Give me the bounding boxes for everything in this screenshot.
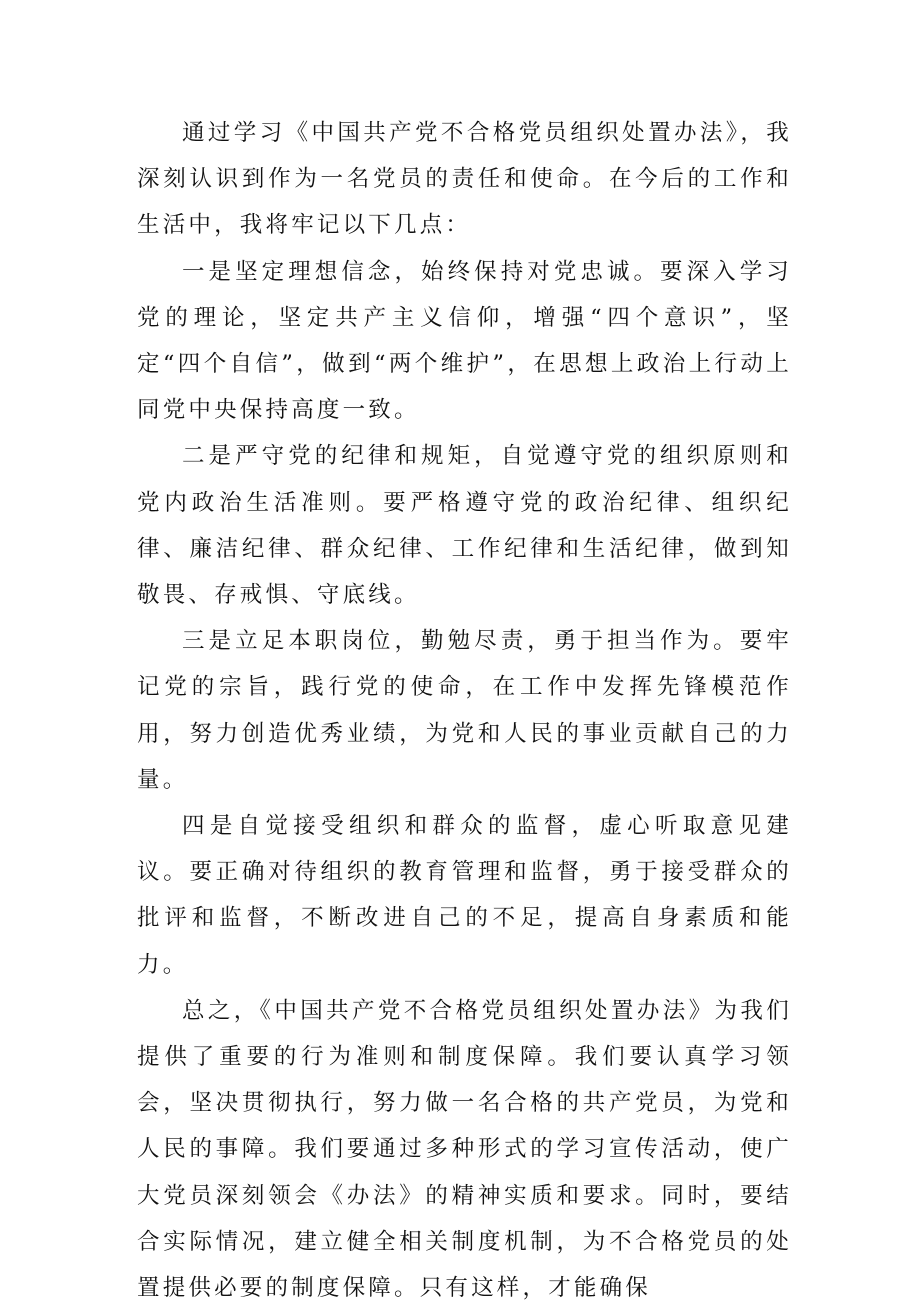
document-body	[137, 110, 792, 1311]
paragraph-conclusion: 总之，《中国共产党不合格党员组织处置办法》为我们提供了重要的行为准则和制度保障。我们要认真学习领会，坚决贯彻执行，努力做一名合格的共产党员，为党和人民的事障。我们要通过多种形式的学习宣传活动，使广大党员深刻领会《办法》的精神实质和要求。同时，要结合实际情况，建立健全相关制度机制，为不合格党员的处置提供必要的制度保障。只有这样，才能确保	[137, 997, 792, 1302]
paragraph-point-one: 一是坚定理想信念，始终保持对党忠诚。要深入学习党的理论，坚定共产主义信仰，增强“四个意识”，坚定“四个自信”，做到“两个维护”，在思想上政治上行动上同党中央保持高度一致。	[137, 258, 792, 424]
paragraph-point-three: 三是立足本职岗位，勤勉尽责，勇于担当作为。要牢记党的宗旨，践行党的使命，在工作中发挥先锋模范作用，努力创造优秀业绩，为党和人民的事业贡献自己的力量。	[137, 628, 792, 793]
paragraph-intro: 通过学习《中国共产党不合格党员组织处置办法》，我深刻认识到作为一名党员的责任和使命。在今后的工作和生活中，我将牢记以下几点：	[137, 120, 792, 239]
paragraph-point-two: 二是严守党的纪律和规矩，自觉遵守党的组织原则和党内政治生活准则。要严格遵守党的政治纪律、组织纪律、廉洁纪律、群众纪律、工作纪律和生活纪律，做到知敬畏、存戒惧、守底线。	[137, 443, 792, 609]
paragraph-point-four: 四是自觉接受组织和群众的监督，虚心听取意见建议。要正确对待组织的教育管理和监督，勇于接受群众的批评和监督，不断改进自己的不足，提高自身素质和能力。	[137, 813, 792, 978]
